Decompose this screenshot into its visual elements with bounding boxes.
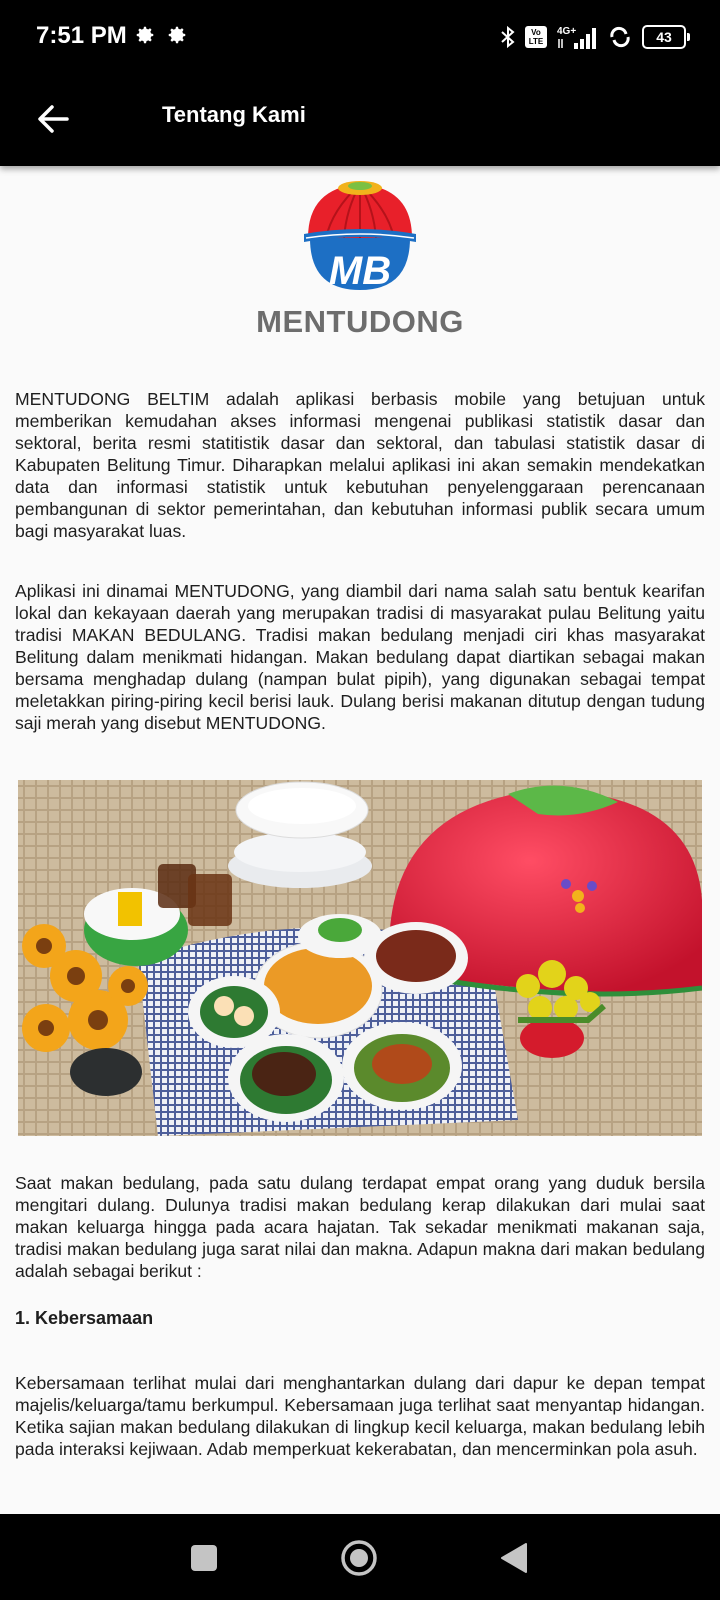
makan-bedulang-photo [18,780,702,1136]
svg-text:4G+: 4G+ [557,26,577,37]
mentudong-logo [302,180,418,294]
battery-icon: 43 [642,25,686,49]
settings-icon [134,24,156,46]
back-triangle-icon [500,1542,528,1574]
status-time: 7:51 PM [36,22,127,49]
arrow-back-icon [36,104,70,134]
app-name: MENTUDONG [256,304,464,339]
paragraph-kebersamaan: Kebersamaan terlihat mulai dari menghantarkan dulang dari dapur ke depan tempat majelis/keluarga/tamu berkumpul. Kebersamaan juga terlihat saat menyantap hidangan. Ketika sajian makan bedulang dilakukan di lingkup kecil keluarga, makan bedulang lebih pada interaksi kejiwaan. Adab memperkuat kekerabatan, dan mencerminkan pola asuh. [15,1373,705,1459]
volte-icon [524,25,548,49]
svg-text:Vo: Vo [531,28,541,37]
system-back-button[interactable] [492,1536,536,1580]
settings-icon [166,24,188,46]
page-title: Tentang Kami [162,102,306,127]
about-content[interactable] [0,166,720,1514]
svg-text:LTE: LTE [528,37,544,46]
signal-4g-icon [556,24,598,50]
paragraph-meaning: Saat makan bedulang, pada satu dulang terdapat empat orang yang duduk bersila mengitari dulang. Dulunya tradisi makan bedulang kerap dilakukan dari mulai saat makan keluarga hingga pada acara hajatan. Tak sekadar menikmati makanan saja, tradisi makan bedulang juga sarat nilai dan makna. Adapun makna dari makan bedulang adalah sebagai berikut : [15,1173,705,1281]
paragraph-name-origin: Aplikasi ini dinamai MENTUDONG, yang diambil dari nama salah satu bentuk kearifan lokal dan kekayaan daerah yang merupakan tradisi di masyarakat pulau Belitung yaitu tradisi MAKAN BEDULANG. Tradisi makan bedulang menjadi ciri khas masyarakat Belitung dalam menikmati hidangan. Makan bedulang dapat diartikan sebagai makan bersama menghadap dulang (nampan bulat pipih), yang digunakan sebagai tempat meletakkan piring-piring kecil berisi lauk. Dulang berisi makanan ditutup dengan tudung saji merah yang disebut MENTUDONG. [15,581,705,733]
status-bar [0,0,720,74]
app-bar [0,74,720,166]
section-heading-kebersamaan: 1. Kebersamaan [15,1308,154,1328]
hotspot-icon [606,25,634,49]
status-icons [500,22,686,52]
logo-letters: MB [328,249,392,293]
navigation-bar [0,1514,720,1600]
bluetooth-icon [500,25,516,49]
paragraph-intro: MENTUDONG BELTIM adalah aplikasi berbasis mobile yang betujuan untuk memberikan kemudahan akses informasi mengenai publikasi statistik dasar dan sektoral, berita resmi statitistik dasar dan sektoral, dan tabulasi statistik dasar di Kabupaten Belitung Timur. Diharapkan melalui aplikasi ini akan semakin mendekatkan data dan informasi statistik untuk kebutuhan penyelenggaraan perencanaan pembangunan di sektor pemerintahan, dan kebutuhan informasi publik secara umum bagi masyarakat luas. [15,389,705,541]
recents-button[interactable] [182,1536,226,1580]
recents-square-icon [190,1544,218,1572]
home-button[interactable] [337,1536,381,1580]
back-button[interactable] [28,94,78,144]
home-circle-icon [339,1538,379,1578]
